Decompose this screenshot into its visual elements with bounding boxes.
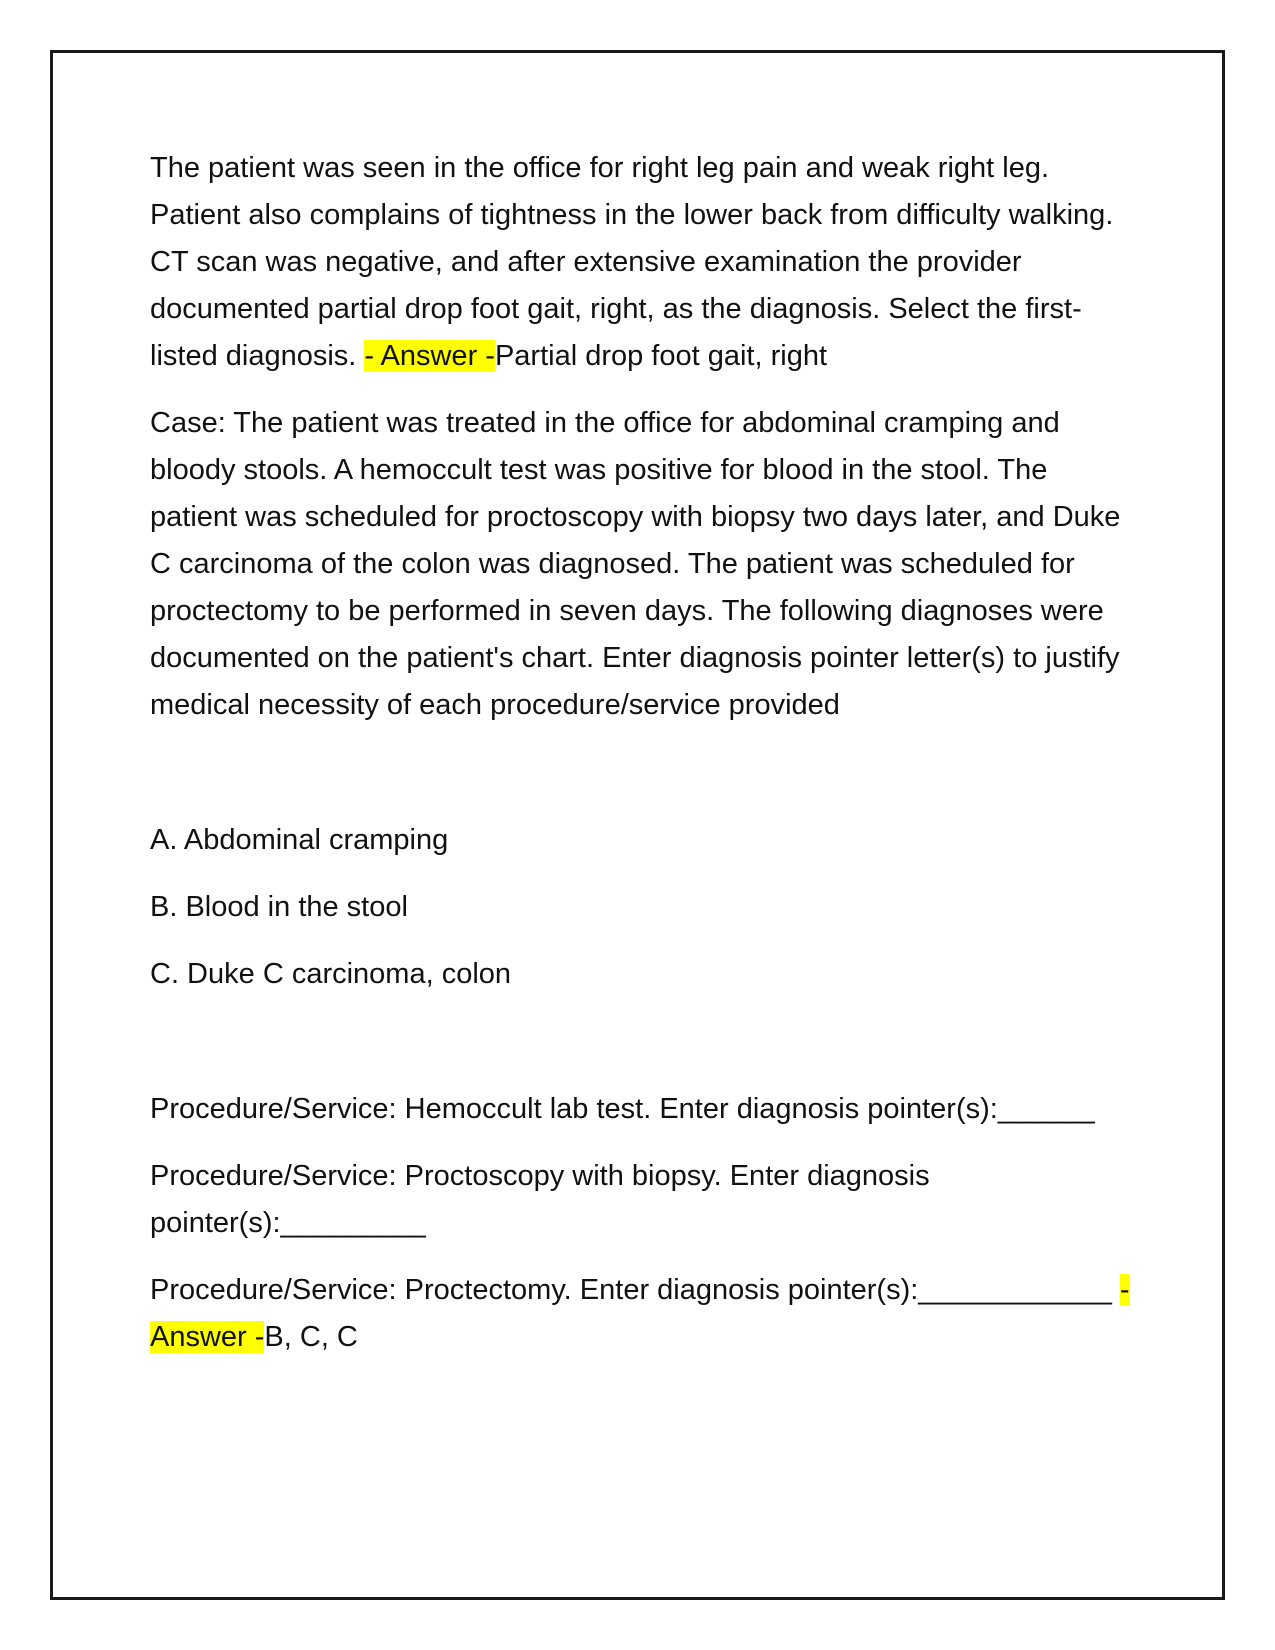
case-text: Case: The patient was treated in the office for abdominal cramping and bloody stools. A hemoccult test was positive for blood in the stool. The patient was scheduled for proctoscopy with biopsy two days later, and Duke C carcinoma of the colon was diagnosed. The patient was scheduled for proctectomy to be performed in seven days. The following diagnoses were documented on the patient's chart. Enter diagnosis pointer letter(s) to justify medical necessity of each procedure/service provided: [150, 407, 1121, 721]
procedure-hemoccult: Procedure/Service: Hemoccult lab test. Enter diagnosis pointer(s):______: [150, 1093, 1095, 1125]
procedure-proctectomy-text: Procedure/Service: Proctectomy. Enter diagnosis pointer(s):____________: [150, 1274, 1120, 1306]
diagnosis-item-c: C. Duke C carcinoma, colon: [150, 958, 512, 990]
diagnosis-item-a: A. Abdominal cramping: [150, 824, 449, 856]
procedure-proctectomy: [150, 1267, 1130, 1361]
procedure-proctoscopy: Procedure/Service: Proctoscopy with biopsy. Enter diagnosis pointer(s):_________: [150, 1160, 930, 1239]
document-body: [150, 145, 1130, 1361]
diagnosis-item-b: B. Blood in the stool: [150, 891, 408, 923]
answer-2-marker: - Answer -: [150, 1274, 1130, 1353]
answer-1-text: Partial drop foot gait, right: [494, 340, 828, 372]
answer-2-text: B, C, C: [264, 1321, 358, 1353]
question-1: [150, 145, 1130, 380]
question-1-text: The patient was seen in the office for right leg pain and weak right leg. Patient also complains of tightness in the lower back from difficulty walking. CT scan was negative, and after extensive examination the provider documented partial drop foot gait, right, as the diagnosis. Select the first-listed diagnosis.: [150, 152, 1114, 372]
answer-1-marker: - Answer -: [364, 340, 495, 372]
